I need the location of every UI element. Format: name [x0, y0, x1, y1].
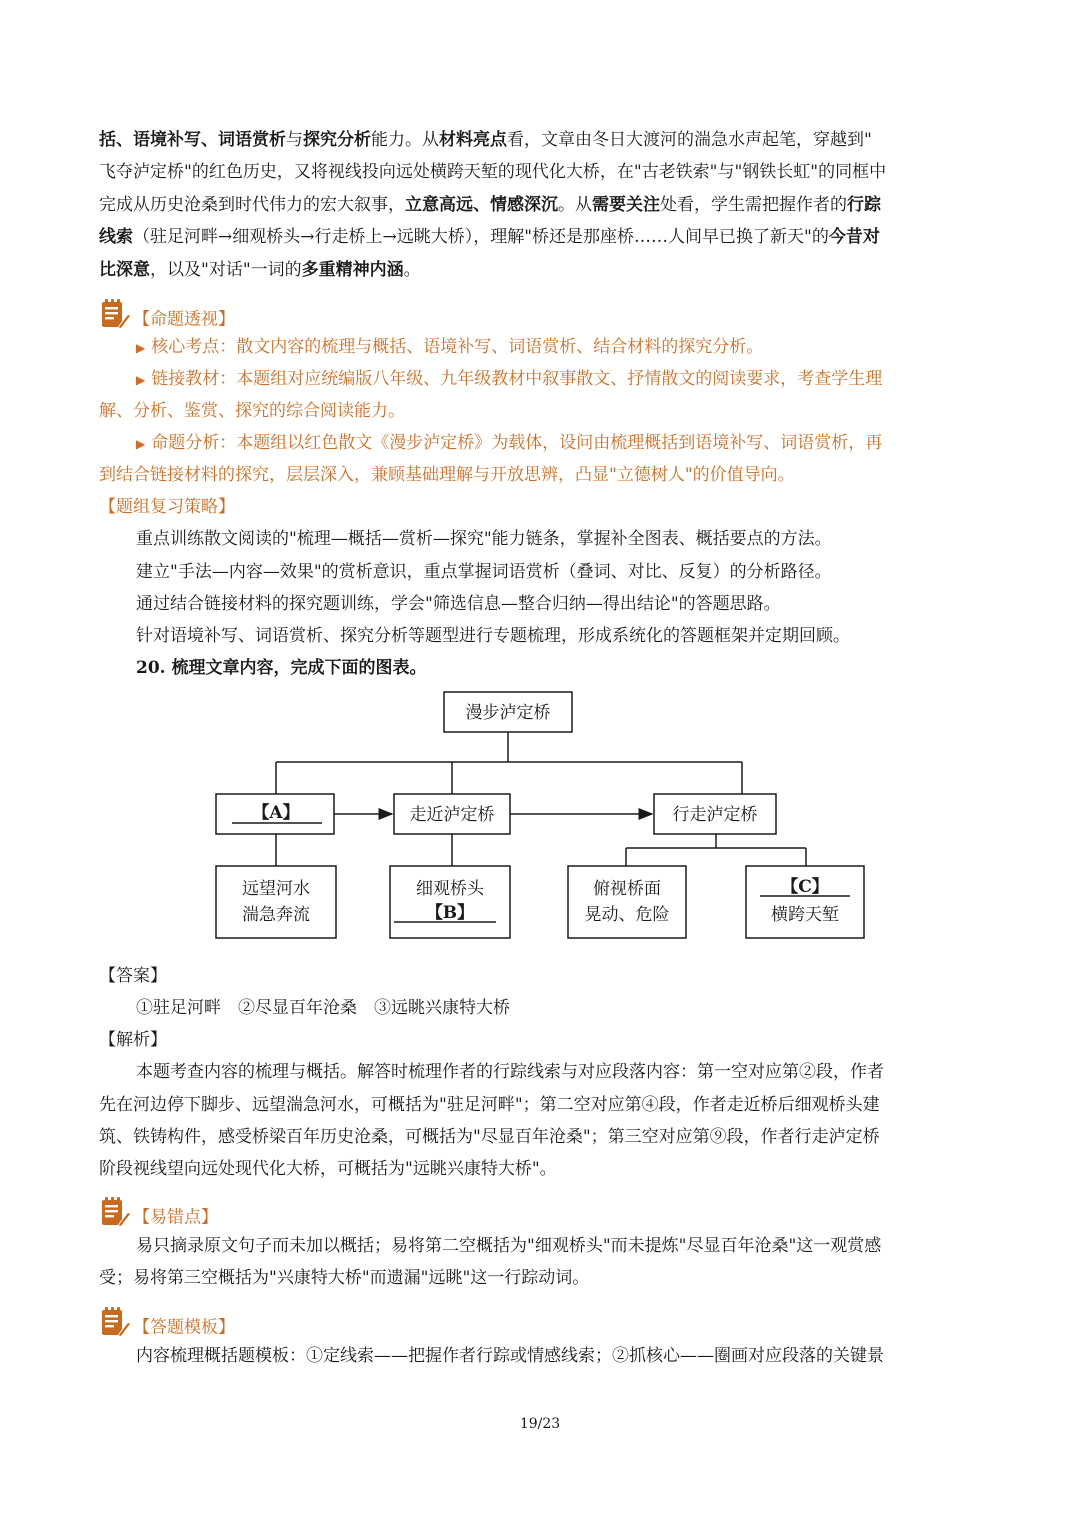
- diagram-b3-line2: 晃动、危险: [584, 905, 670, 925]
- diagram-root-label: 漫步泸定桥: [465, 703, 551, 723]
- yicuo-line-1: 易只摘录原文句子而未加以概括；易将第二空概括为"细观桥头"而未提炼"尽显百年沧桑"这一观赏感: [136, 1236, 882, 1256]
- answer-title: 【答案】: [99, 966, 167, 986]
- diagram-b2-line2: 【B】: [425, 903, 475, 923]
- section-header-mingti: 【命题透视】: [99, 298, 235, 341]
- mingti-link-2: 解、分析、鉴赏、探究的综合阅读能力。: [99, 401, 405, 421]
- section-header-moban: 【答题模板】: [99, 1306, 235, 1349]
- box-look-river: [216, 866, 336, 938]
- review-line-3: 通过结合链接材料的探究题训练，学会"筛选信息—整合归纳—得出结论"的答题思路。: [136, 594, 781, 614]
- diagram-a-label: 【A】: [252, 803, 300, 823]
- moban-line-1: 内容梳理概括题模板：①定线索——把握作者行踪或情感线索；②抓核心——圈画对应段落的关键景: [136, 1346, 884, 1366]
- notepad-pen-icon: [99, 1306, 131, 1349]
- jiexi-line-2: 先在河边停下脚步、远望湍急河水，可概括为"驻足河畔"；第二空对应第④段，作者走近桥后细观桥头建: [99, 1095, 880, 1115]
- review-title: 【题组复习策略】: [99, 497, 235, 517]
- diagram-b1-line2: 湍急奔流: [242, 905, 310, 925]
- box-look-deck: [568, 866, 686, 938]
- intro-line-5: 比深意，以及"对话"一词的多重精神内涵。: [99, 260, 421, 280]
- review-line-4: 针对语境补写、词语赏析、探究分析等题型进行专题梳理，形成系统化的答题框架并定期回顾。: [136, 626, 850, 646]
- intro-line-1: 括、语境补写、词语赏析与探究分析能力。从材料亮点看，文章由冬日大渡河的湍急水声起笔，穿越到": [99, 130, 872, 150]
- notepad-pen-icon: [99, 1196, 131, 1239]
- jiexi-title: 【解析】: [99, 1030, 167, 1050]
- bullet-triangle-icon: ▶: [136, 437, 146, 451]
- diagram-b4-line2: 横跨天堑: [771, 905, 839, 925]
- mingti-link-1: ▶ 链接教材：本题组对应统编版八年级、九年级教材中叙事散文、抒情散文的阅读要求，考查学生理: [136, 369, 883, 389]
- bullet-triangle-icon: ▶: [136, 341, 146, 355]
- mingti-analysis-2: 到结合链接材料的探究，层层深入，兼顾基础理解与开放思辨，凸显"立德树人"的价值导向。: [99, 465, 795, 485]
- diagram-b2-line1: 细观桥头: [416, 879, 484, 899]
- intro-line-2: 飞夺泸定桥"的红色历史，又将视线投向远处横跨天堑的现代化大桥，在"古老铁索"与"钢铁长虹"的同框中: [99, 162, 887, 182]
- diagram-b3-line1: 俯视桥面: [593, 879, 661, 899]
- intro-line-4: 线索（驻足河畔→细观桥头→行走桥上→远眺大桥），理解"桥还是那座桥……人间早已换了新天"的今昔对: [99, 227, 880, 247]
- box-see-bridgehead: [390, 866, 510, 938]
- page-number: 19/23: [519, 1416, 561, 1432]
- mingti-analysis-1: ▶ 命题分析：本题组以红色散文《漫步泸定桥》为载体，设问由梳理概括到语境补写、词语赏析，再: [136, 433, 883, 453]
- review-line-1: 重点训练散文阅读的"梳理—概括—赏析—探究"能力链条，掌握补全图表、概括要点的方法。: [136, 529, 832, 549]
- jiexi-line-3: 筑、铁铸构件，感受桥梁百年历史沧桑，可概括为"尽显百年沧桑"；第三空对应第⑨段，作者行走泸定桥: [99, 1127, 880, 1147]
- notepad-pen-icon: [99, 298, 131, 341]
- flow-diagram: [214, 690, 866, 942]
- review-line-2: 建立"手法—内容—效果"的赏析意识，重点掌握词语赏析（叠词、对比、反复）的分析路径。: [136, 562, 832, 582]
- diagram-b4-line1: 【C】: [781, 877, 829, 897]
- jiexi-line-1: 本题考查内容的梳理与概括。解答时梳理作者的行踪线索与对应段落内容：第一空对应第②段，作者: [136, 1062, 884, 1082]
- diagram-walk-near-label: 走近泸定桥: [409, 805, 495, 825]
- jiexi-line-4: 阶段视线望向远处现代化大桥，可概括为"远眺兴康特大桥"。: [99, 1159, 557, 1179]
- section-header-yicuo: 【易错点】: [99, 1196, 218, 1239]
- diagram-walk-on-label: 行走泸定桥: [672, 805, 758, 825]
- question-20: 20. 梳理文章内容，完成下面的图表。: [136, 658, 427, 678]
- bullet-triangle-icon: ▶: [136, 373, 146, 387]
- diagram-b1-line1: 远望河水: [242, 879, 310, 899]
- intro-line-3: 完成从历史沧桑到时代伟力的宏大叙事，立意高远、情感深沉。从需要关注处看，学生需把握作者的行踪: [99, 195, 881, 215]
- answer-content: ①驻足河畔 ②尽显百年沧桑 ③远眺兴康特大桥: [136, 998, 510, 1018]
- mingti-core: ▶ 核心考点：散文内容的梳理与概括、语境补写、词语赏析、结合材料的探究分析。: [136, 337, 764, 357]
- yicuo-line-2: 受；易将第三空概括为"兴康特大桥"而遗漏"远眺"这一行踪动词。: [99, 1268, 590, 1288]
